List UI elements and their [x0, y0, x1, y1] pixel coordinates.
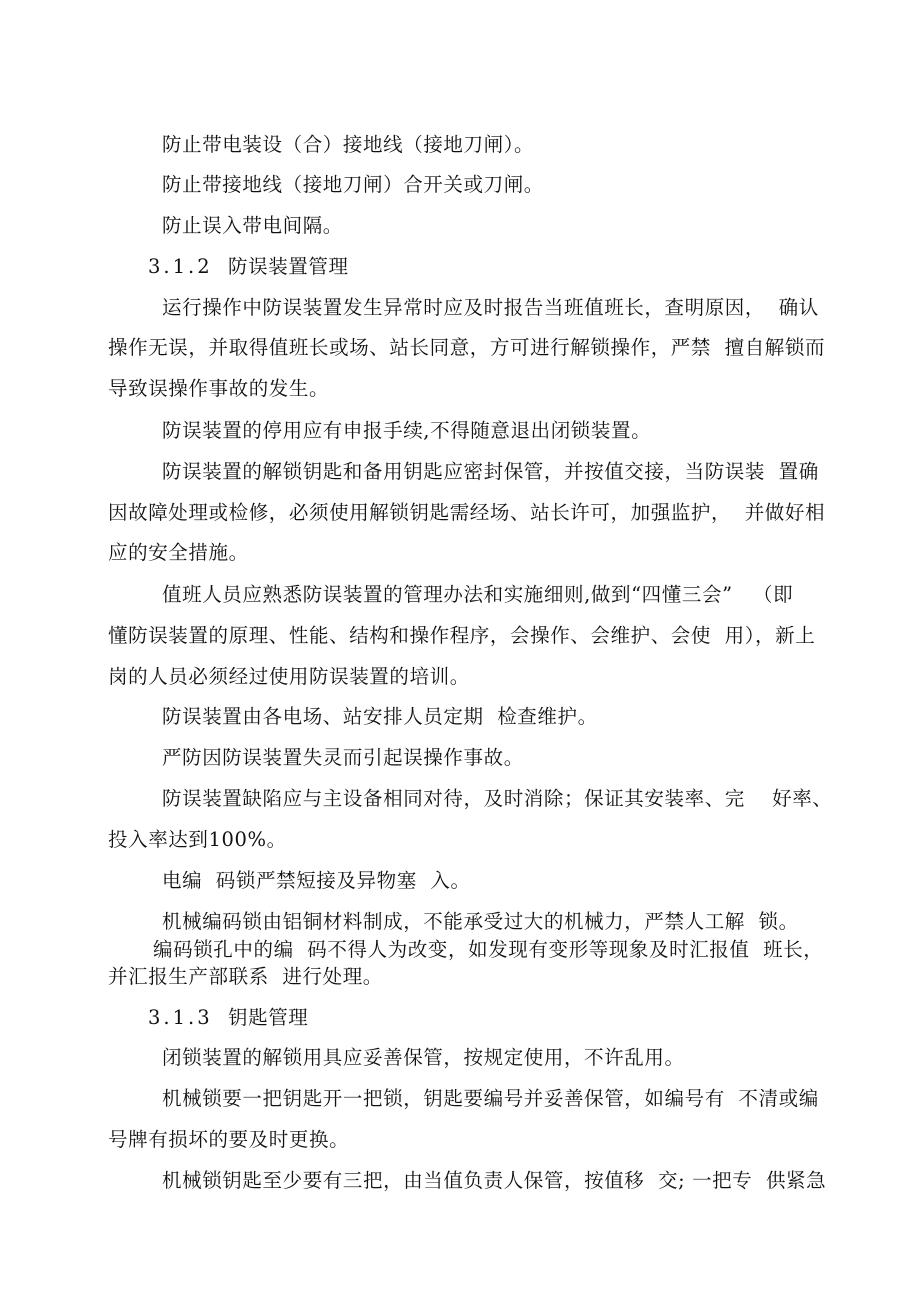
- paragraph-line: 值班人员应熟悉防误装置的管理办法和实施细则,做到“四懂三会” （即: [162, 583, 794, 606]
- paragraph-line: 编码锁孔中的编 码不得人为改变，如发现有变形等现象及时汇报值 班长，: [153, 938, 824, 961]
- section-number: 3.1.3: [148, 1006, 213, 1029]
- paragraph-line: 闭锁装置的解锁用具应妥善保管，按规定使用，不许乱用。: [162, 1046, 685, 1069]
- paragraph-line: 投入率达到100%。: [108, 828, 287, 851]
- paragraph-line: 应的安全措施。: [108, 541, 249, 564]
- paragraph-line: 机械编码锁由铝铜材料制成，不能承受过大的机械力，严禁人工解 锁。: [162, 910, 799, 933]
- paragraph-line: 防止带接地线（接地刀闸）合开关或刀闸。: [162, 173, 544, 196]
- paragraph-line: 机械锁钥匙至少要有三把，由当值负责人保管，按值移 交; 一把专 供紧急: [162, 1169, 827, 1192]
- paragraph-line: 号牌有损坏的要及时更换。: [108, 1128, 350, 1151]
- paragraph-line: 防止带电装设（合）接地线（接地刀闸）。: [162, 133, 535, 156]
- paragraph-line: 导致误操作事故的发生。: [108, 377, 330, 400]
- section-number: 3.1.2: [148, 255, 213, 278]
- section-heading: [148, 1006, 308, 1030]
- paragraph-line: 防误装置由各电场、站安排人员定期 检查维护。: [162, 705, 598, 728]
- paragraph-line: 运行操作中防误装置发生异常时应及时报告当班值班长，查明原因， 确认: [162, 296, 819, 319]
- paragraph-line: 防止误入带电间隔。: [162, 214, 343, 237]
- paragraph-line: 岗的人员必须经过使用防误装置的培训。: [108, 665, 470, 688]
- paragraph-line: 并汇报生产部联系 进行处理。: [108, 965, 383, 988]
- section-heading: [148, 255, 349, 279]
- paragraph-line: 机械锁要一把钥匙开一把锁，钥匙要编号并妥善保管，如编号有 不清或编: [162, 1087, 819, 1110]
- paragraph-line: 防误装置缺陷应与主设备相同对待，及时消除；保证其安装率、完 好率、: [162, 787, 833, 810]
- section-title: 钥匙管理: [228, 1006, 309, 1029]
- paragraph-line: 电编 码锁严禁短接及异物塞 入。: [162, 869, 471, 892]
- paragraph-line: 防误装置的停用应有申报手续,不得随意退出闭锁装置。: [162, 419, 652, 442]
- section-title: 防误装置管理: [228, 255, 349, 278]
- paragraph-line: 防误装置的解锁钥匙和备用钥匙应密封保管，并按值交接，当防误装 置确: [162, 460, 819, 483]
- paragraph-line: 懂防误装置的原理、性能、结构和操作程序，会操作、会维护、会使 用），新上: [108, 624, 816, 647]
- paragraph-line: 操作无误，并取得值班长或场、站长同意，方可进行解锁操作，严禁 擅自解锁而: [108, 336, 826, 359]
- paragraph-line: 因故障处理或检修，必须使用解锁钥匙需经场、站长许可，加强监护， 并做好相: [108, 501, 826, 524]
- paragraph-line: 严防因防误装置失灵而引起误操作事故。: [162, 746, 524, 769]
